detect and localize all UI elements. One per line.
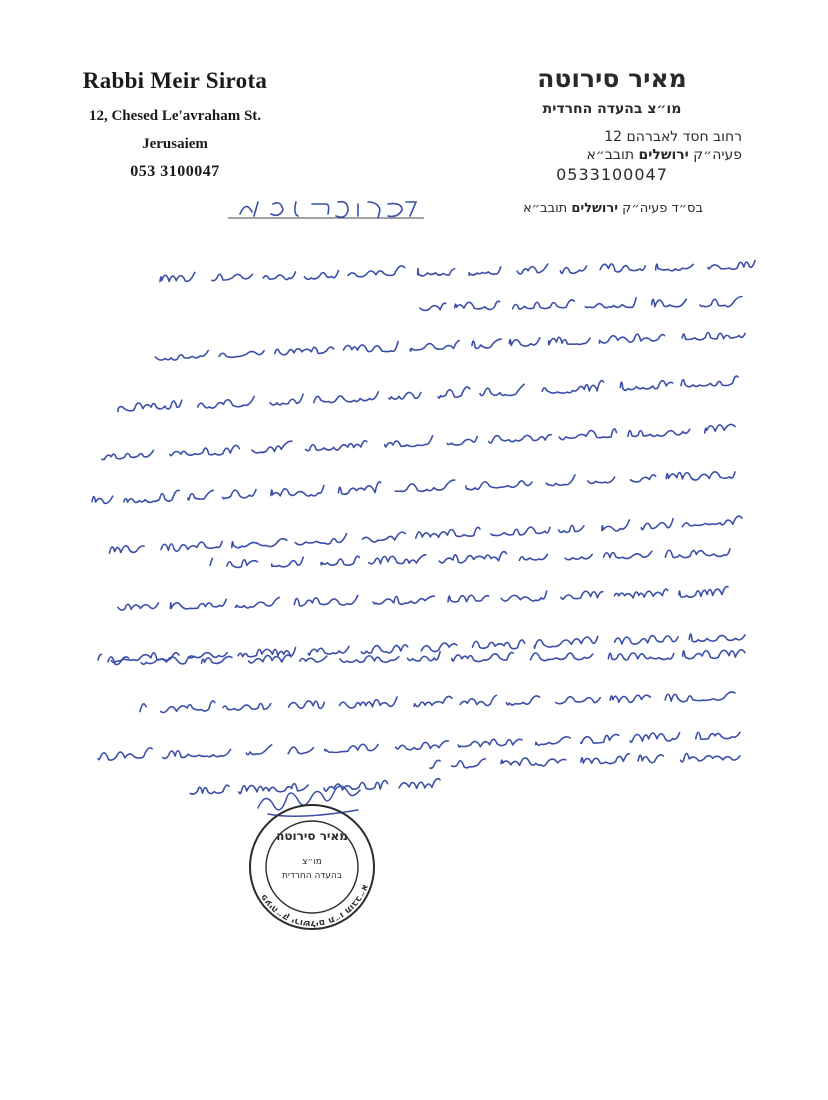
- date-prefix: בס״ד פעיה״ק: [622, 201, 703, 216]
- stamp-rim-text: פעיה״ק ירושלים ת״ו תובב״א: [259, 882, 370, 929]
- rabbinical-stamp: [247, 802, 377, 932]
- handwritten-line: [155, 333, 745, 360]
- english-street: 12, Chesed Le'avraham St.: [88, 108, 262, 124]
- handwritten-line: [102, 424, 735, 459]
- date-city: ירושלים: [571, 201, 619, 216]
- hebrew-city-suffix: תובב״א: [586, 147, 635, 163]
- hebrew-title: מו״צ בהעדה החרדית: [542, 101, 682, 117]
- handwritten-line: [118, 587, 728, 611]
- stamp-name: מאיר סירוטה: [276, 829, 348, 843]
- handwritten-line: [210, 549, 730, 567]
- svg-text:פעיה״ק ירושלים ת״ו תובב״א: [259, 883, 370, 928]
- english-city: Jerusaiem: [142, 136, 208, 152]
- handwritten-line: [108, 650, 745, 665]
- handwritten-line: [92, 472, 735, 504]
- date-suffix: תובב״א: [522, 201, 568, 216]
- stamp-title-2: בהעדה החרדית: [281, 871, 343, 881]
- handwritten-line: [420, 296, 742, 310]
- hebrew-name: מאיר סירוטה: [537, 64, 687, 93]
- hebrew-city: ירושלים: [638, 147, 689, 163]
- handwritten-line: [160, 261, 755, 282]
- handwritten-line: [98, 732, 740, 760]
- hebrew-city-prefix: פעיה״ק: [693, 147, 742, 163]
- stamp-title-1: מו״צ: [302, 857, 322, 867]
- handwritten-line: [118, 376, 738, 411]
- english-name: Rabbi Meir Sirota: [82, 68, 268, 93]
- handwritten-line: [110, 516, 743, 553]
- handwritten-line: [140, 692, 735, 712]
- hebrew-street: רחוב חסד לאברהם 12: [604, 129, 742, 145]
- handwritten-line: [430, 754, 740, 769]
- hebrew-phone: 0533100047: [556, 165, 668, 184]
- english-phone: 053 3100047: [130, 163, 220, 180]
